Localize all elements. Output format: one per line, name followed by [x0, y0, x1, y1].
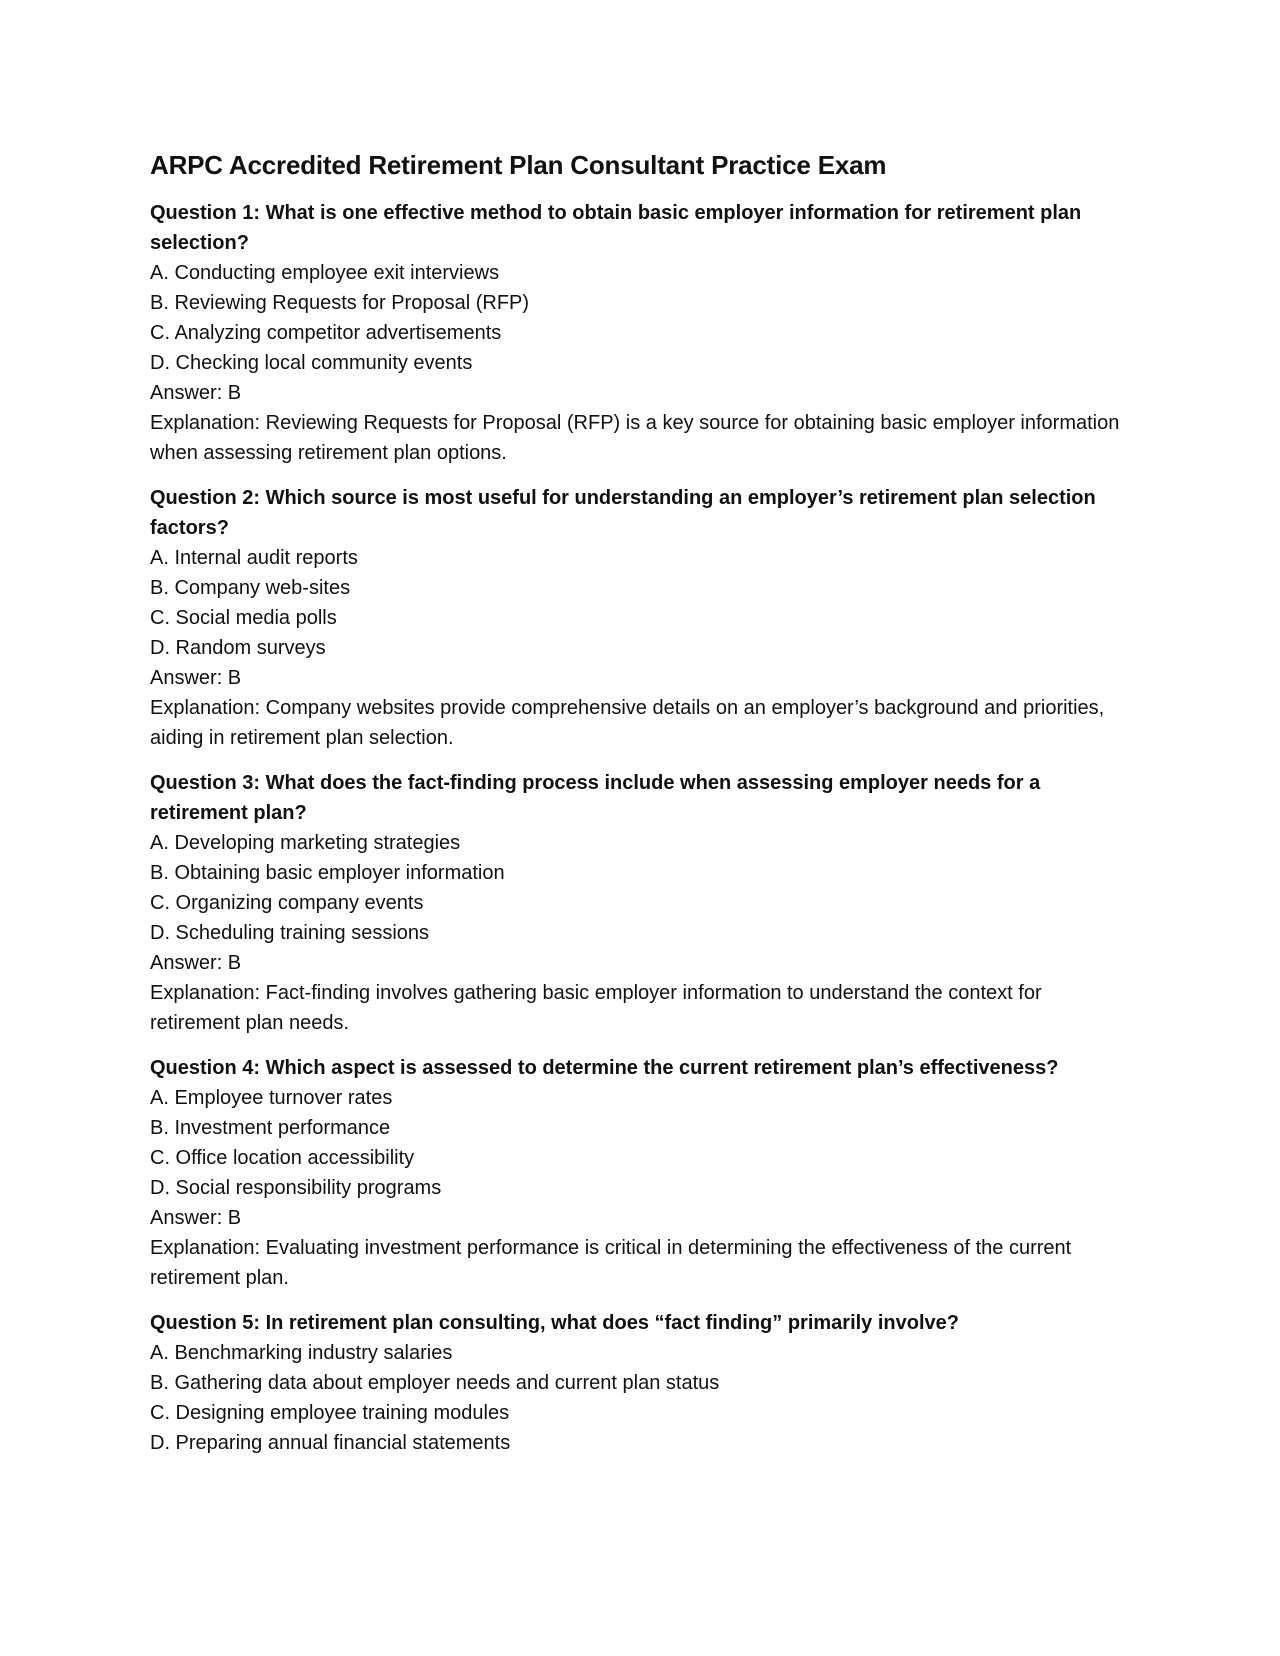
answer-explanation: Explanation: Evaluating investment performance is critical in determining the effectiveness of the current retirement plan.	[150, 1237, 1072, 1289]
answer-option-d: D. Social responsibility programs	[150, 1177, 442, 1199]
answer-option-a: A. Benchmarking industry salaries	[150, 1342, 453, 1364]
answer-option-b: B. Obtaining basic employer information	[150, 862, 505, 884]
answer-option-a: A. Employee turnover rates	[150, 1087, 393, 1109]
answer-option-b: B. Company web-sites	[150, 577, 351, 599]
document-title: ARPC Accredited Retirement Plan Consultant Practice Exam	[150, 150, 887, 180]
question-text: Question 1: What is one effective method to obtain basic employer information for retirement plan selection?	[150, 202, 1082, 254]
question-block-2	[150, 483, 1130, 753]
answer-option-d: D. Checking local community events	[150, 352, 473, 374]
answer-option-c: C. Office location accessibility	[150, 1147, 415, 1169]
answer-option-d: D. Scheduling training sessions	[150, 922, 430, 944]
document-page	[150, 148, 1130, 1473]
answer-option-b: B. Reviewing Requests for Proposal (RFP)	[150, 292, 530, 314]
answer-option-d: D. Preparing annual financial statements	[150, 1432, 511, 1454]
question-text: Question 2: Which source is most useful for understanding an employer’s retirement plan selection factors?	[150, 487, 1096, 539]
question-text: Question 4: Which aspect is assessed to determine the current retirement plan’s effectiveness?	[150, 1057, 1059, 1079]
answer-key: Answer: B	[150, 1207, 242, 1229]
answer-option-a: A. Conducting employee exit interviews	[150, 262, 500, 284]
question-block-1	[150, 198, 1130, 468]
answer-option-c: C. Organizing company events	[150, 892, 424, 914]
answer-key: Answer: B	[150, 382, 242, 404]
question-block-3	[150, 768, 1130, 1038]
answer-option-c: C. Social media polls	[150, 607, 337, 629]
answer-option-b: B. Gathering data about employer needs and current plan status	[150, 1372, 720, 1394]
answer-key: Answer: B	[150, 667, 242, 689]
answer-explanation: Explanation: Fact-finding involves gathering basic employer information to understand the context for retirement plan needs.	[150, 982, 1042, 1034]
question-block-4	[150, 1053, 1130, 1293]
answer-option-a: A. Internal audit reports	[150, 547, 358, 569]
question-block-5	[150, 1308, 1130, 1458]
question-text: Question 3: What does the fact-finding process include when assessing employer needs for a retirement plan?	[150, 772, 1041, 824]
answer-option-d: D. Random surveys	[150, 637, 326, 659]
answer-explanation: Explanation: Reviewing Requests for Proposal (RFP) is a key source for obtaining basic employer information when assessing retirement plan options.	[150, 412, 1120, 464]
answer-option-c: C. Analyzing competitor advertisements	[150, 322, 502, 344]
answer-option-c: C. Designing employee training modules	[150, 1402, 510, 1424]
answer-explanation: Explanation: Company websites provide comprehensive details on an employer’s background and priorities, aiding in retirement plan selection.	[150, 697, 1105, 749]
answer-key: Answer: B	[150, 952, 242, 974]
answer-option-b: B. Investment performance	[150, 1117, 391, 1139]
answer-option-a: A. Developing marketing strategies	[150, 832, 461, 854]
question-text: Question 5: In retirement plan consulting, what does “fact finding” primarily involve?	[150, 1312, 959, 1334]
